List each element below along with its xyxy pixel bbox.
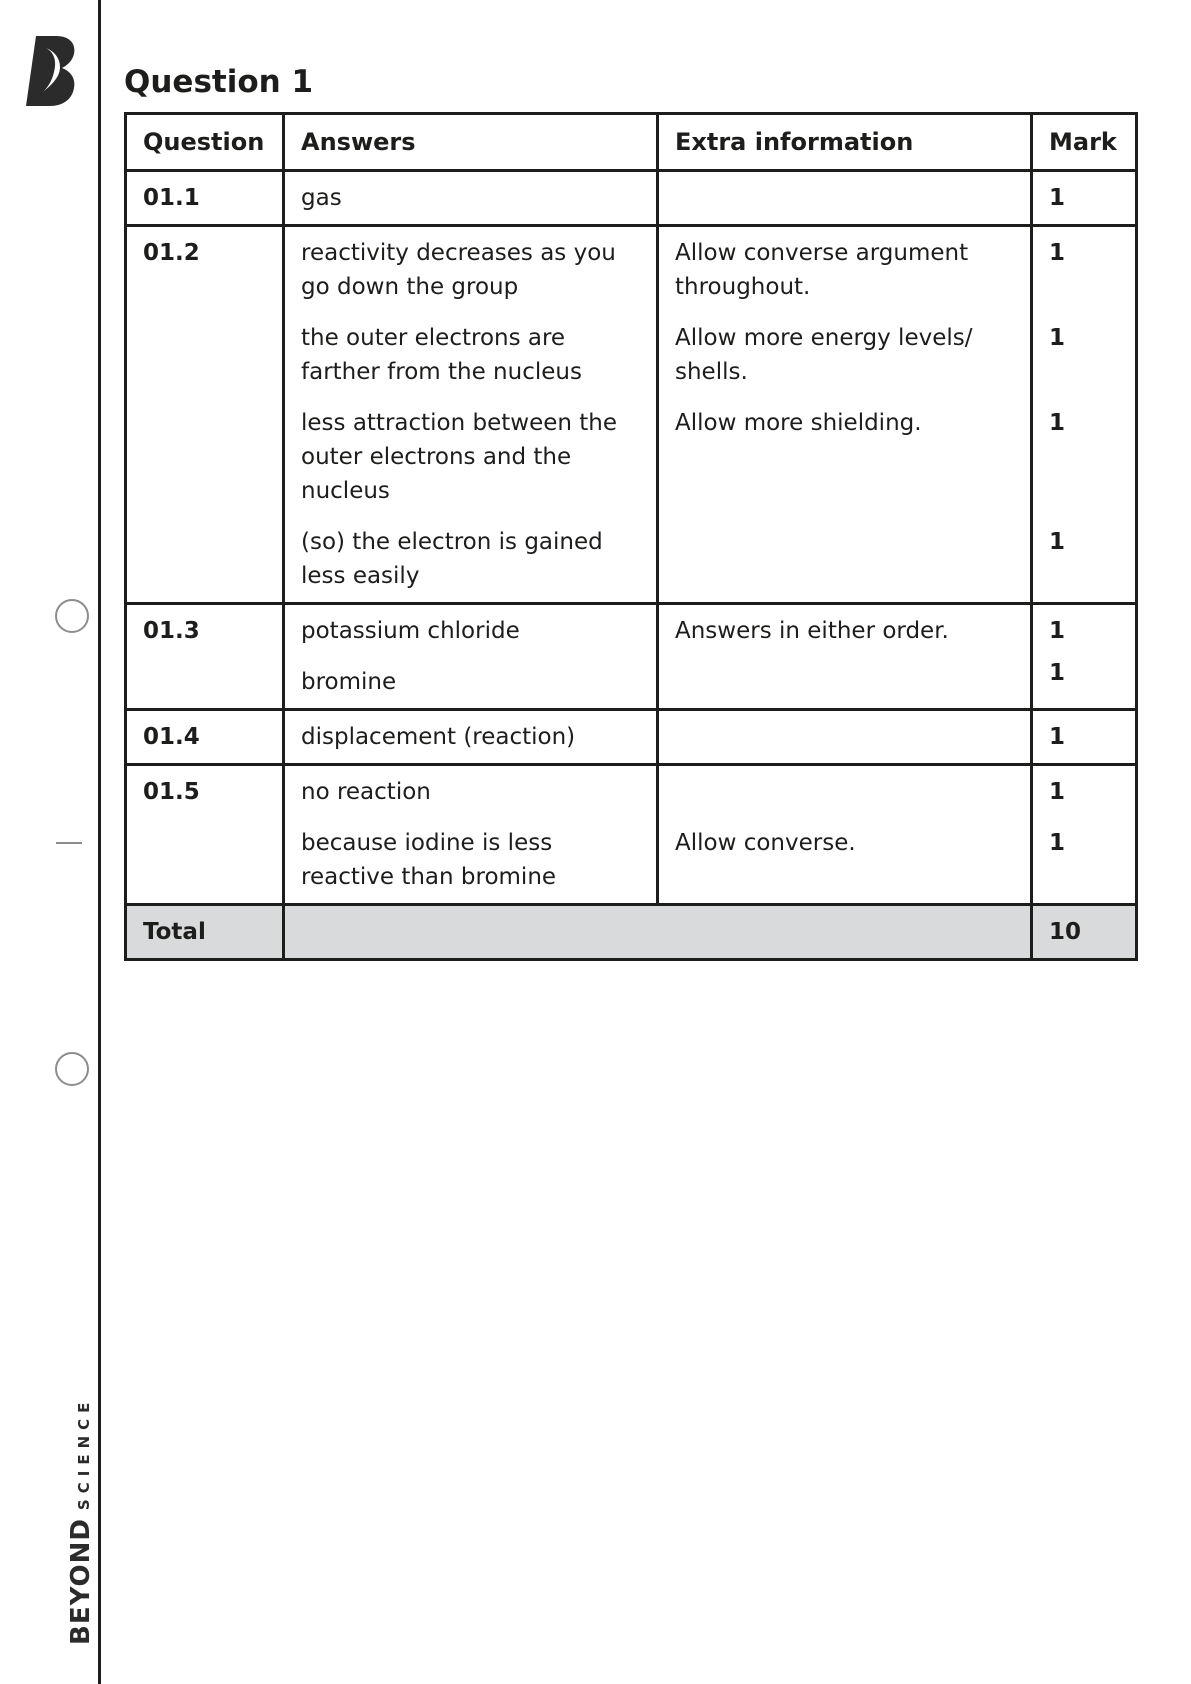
header-answers: Answers [284,114,658,171]
answers-cell [284,171,658,226]
header-mark: Mark [1032,114,1137,171]
question-number: 01.2 [126,226,284,604]
extra-information-cell [658,765,1032,905]
total-row [126,905,1137,960]
table-header-row [126,114,1137,171]
answers-cell [284,765,658,905]
answer-text: gas [301,185,342,211]
beyond-logo-icon [24,34,80,108]
mark-value: 1 [1049,185,1066,211]
total-mark: 10 [1032,905,1137,960]
answers-cell [284,710,658,765]
mark-value: 1 [1049,618,1066,644]
table-row [126,171,1137,226]
extra-text [675,775,1014,809]
answer-text: no reaction [301,779,431,805]
answer-text: bromine [301,669,397,695]
table-row [126,765,1137,905]
answers-cell [284,604,658,710]
answers-cell [284,226,658,604]
mark-value: 1 [1049,779,1066,805]
answer-text: (so) the electron is gained less easily [301,529,603,589]
question-number: 01.5 [126,765,284,905]
extra-text [675,665,1014,699]
page-title: Question 1 [124,64,314,100]
fold-mark [56,842,82,844]
answer-text: reactivity decreases as you go down the group [301,240,616,300]
mark-cell [1032,765,1137,905]
answer-text: because iodine is less reactive than bromine [301,830,557,890]
extra-information-cell [658,226,1032,604]
mark-scheme-table [124,112,1138,961]
header-question: Question [126,114,284,171]
question-number: 01.3 [126,604,284,710]
mark-cell [1032,710,1137,765]
mark-value: 1 [1049,724,1066,750]
answer-text: potassium chloride [301,618,520,644]
mark-value: 1 [1049,830,1066,856]
extra-information-cell [658,710,1032,765]
header-extra-information: Extra information [658,114,1032,171]
extra-text: Allow converse argument throughout. [675,240,969,300]
mark-cell [1032,604,1137,710]
extra-text: Allow more energy levels/ shells. [675,325,973,385]
punch-hole-upper [55,599,89,633]
mark-value: 1 [1049,240,1066,266]
answer-text: less attraction between the outer electrons and the nucleus [301,410,618,504]
page-margin-rule [98,0,101,1684]
extra-text: Answers in either order. [675,618,949,644]
total-spacer-cell [284,905,1032,960]
table-row [126,226,1137,604]
table-row [126,710,1137,765]
brand-main-text: BEYOND [66,1518,96,1645]
punch-hole-lower [55,1052,89,1086]
mark-cell [1032,226,1137,604]
question-number: 01.1 [126,171,284,226]
total-label: Total [126,905,284,960]
mark-cell [1032,171,1137,226]
extra-text: Allow converse. [675,830,856,856]
answer-text: displacement (reaction) [301,724,576,750]
question-number: 01.4 [126,710,284,765]
extra-text: Allow more shielding. [675,410,922,436]
mark-value: 1 [1049,325,1066,351]
extra-information-cell [658,604,1032,710]
brand-wordmark [66,1397,96,1645]
brand-sub-text: SCIENCE [75,1396,93,1511]
mark-value: 1 [1049,529,1066,555]
extra-text [675,525,1014,593]
mark-value: 1 [1049,660,1066,686]
extra-information-cell [658,171,1032,226]
mark-value: 1 [1049,410,1066,436]
table-row [126,604,1137,710]
answer-text: the outer electrons are farther from the nucleus [301,325,582,385]
